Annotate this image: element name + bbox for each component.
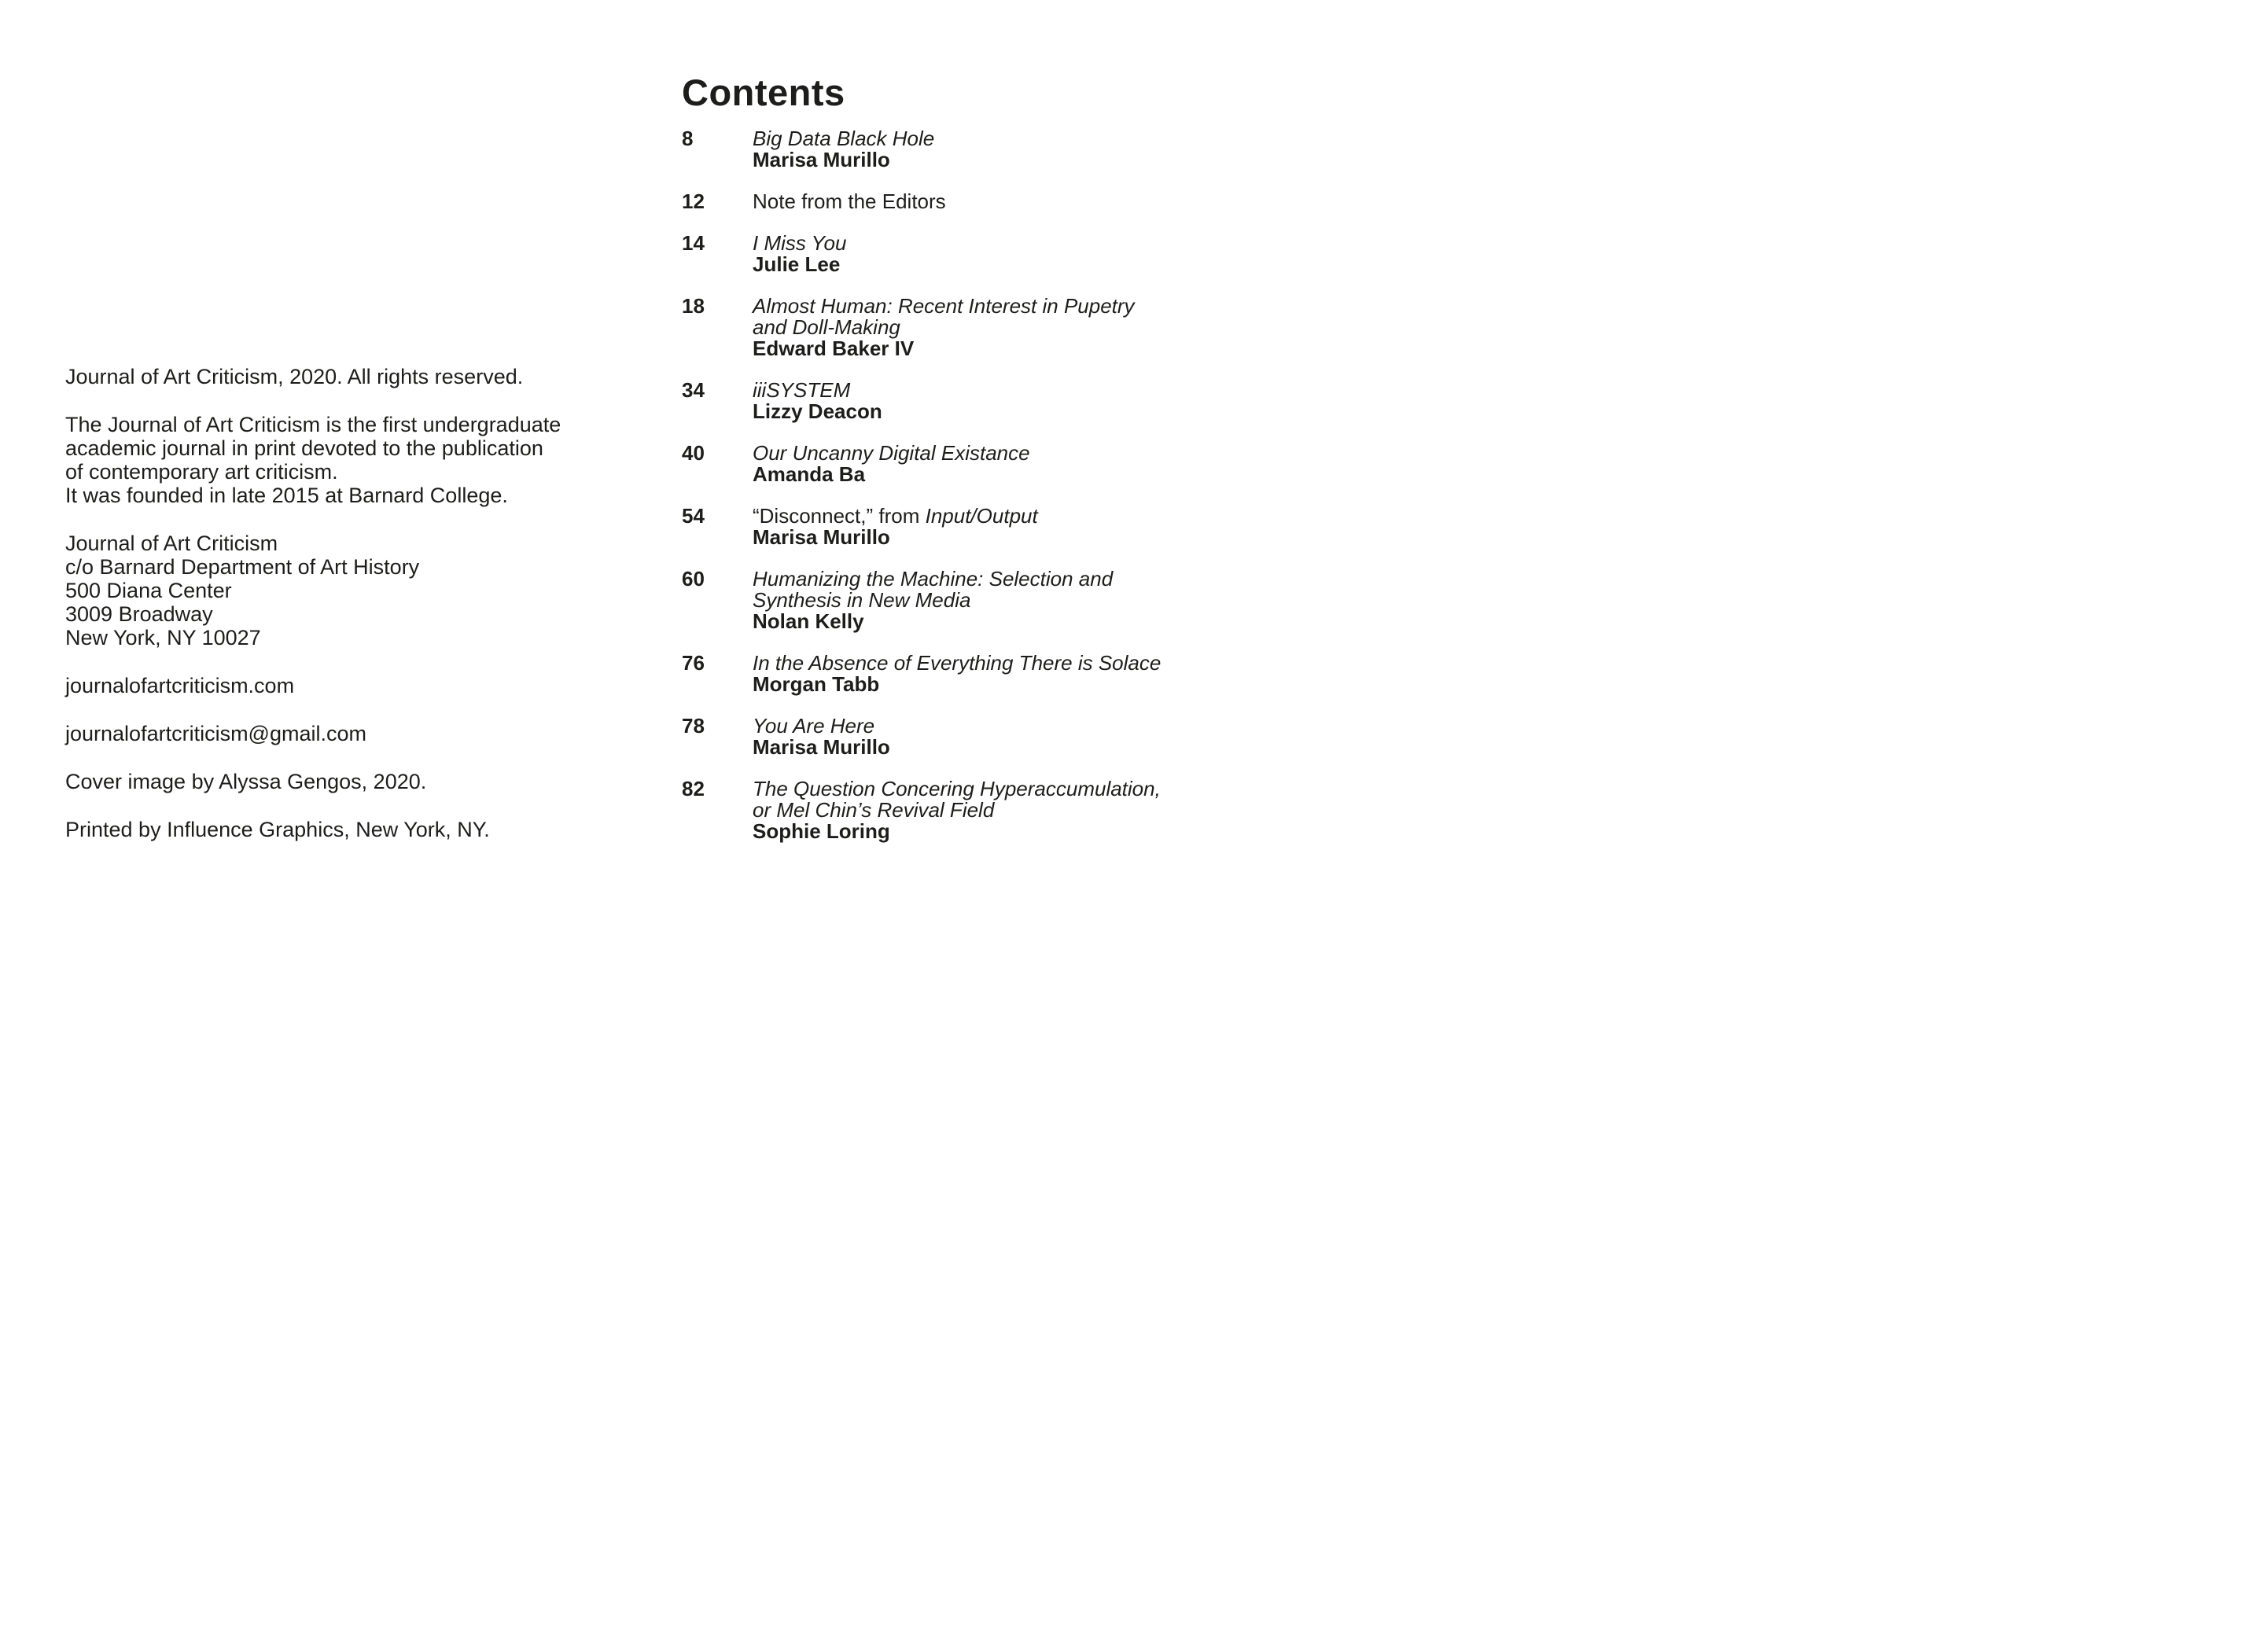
contents-entry bbox=[682, 568, 1594, 632]
colophon-paragraph bbox=[65, 674, 647, 697]
colophon-line: New York, NY 10027 bbox=[65, 626, 261, 649]
table-of-contents bbox=[682, 72, 1594, 842]
entry-page-number: 82 bbox=[682, 777, 705, 800]
entry-author: Julie Lee bbox=[753, 252, 841, 276]
entry-title-line: and Doll-Making bbox=[753, 315, 900, 339]
entry-title-line: or Mel Chin’s Revival Field bbox=[753, 798, 995, 822]
entry-text bbox=[753, 380, 1594, 422]
entry-text bbox=[753, 778, 1594, 842]
entry-title-line: Almost Human: Recent Interest in Pupetry bbox=[753, 294, 1135, 318]
entry-title-line: iiiSYSTEM bbox=[753, 378, 851, 402]
contents-entry bbox=[682, 443, 1594, 485]
colophon-line: It was founded in late 2015 at Barnard College. bbox=[65, 484, 508, 507]
colophon-paragraph bbox=[65, 722, 647, 745]
contents-title: Contents bbox=[682, 72, 845, 113]
colophon-line: academic journal in print devoted to the publication bbox=[65, 436, 543, 460]
entry-page-number: 60 bbox=[682, 567, 705, 591]
entry-page-number: 40 bbox=[682, 441, 705, 465]
colophon-line: The Journal of Art Criticism is the first undergraduate bbox=[65, 413, 561, 436]
entry-page-number: 54 bbox=[682, 504, 705, 528]
entry-title-line: “Disconnect,” from Input/Output bbox=[753, 504, 1038, 528]
colophon-line: Printed by Influence Graphics, New York, NY. bbox=[65, 818, 490, 841]
colophon-line: 500 Diana Center bbox=[65, 579, 232, 602]
entry-text bbox=[753, 128, 1594, 171]
entry-page-number: 8 bbox=[682, 127, 694, 150]
colophon-paragraph bbox=[65, 770, 647, 793]
entry-page-number: 34 bbox=[682, 378, 705, 402]
colophon-paragraph bbox=[65, 413, 647, 507]
colophon-paragraph bbox=[65, 365, 647, 388]
colophon-line: Cover image by Alyssa Gengos, 2020. bbox=[65, 770, 427, 793]
colophon-line: 3009 Broadway bbox=[65, 602, 213, 626]
entry-text bbox=[753, 716, 1594, 758]
contents-entry bbox=[682, 506, 1594, 548]
contents-entry bbox=[682, 191, 1594, 212]
entry-author: Marisa Murillo bbox=[753, 525, 890, 549]
entry-title-line: Big Data Black Hole bbox=[753, 127, 935, 150]
colophon bbox=[65, 365, 647, 841]
colophon-line: journalofartcriticism@gmail.com bbox=[65, 722, 366, 745]
entry-page-number: 18 bbox=[682, 294, 705, 318]
entry-author: Marisa Murillo bbox=[753, 735, 890, 759]
entry-page-number: 12 bbox=[682, 189, 705, 213]
colophon-line: Journal of Art Criticism bbox=[65, 532, 278, 555]
entry-text bbox=[753, 568, 1594, 632]
contents-entry bbox=[682, 296, 1594, 359]
contents-entries bbox=[682, 128, 1594, 842]
entry-text bbox=[753, 296, 1594, 359]
contents-entry bbox=[682, 653, 1594, 695]
entry-title-line: I Miss You bbox=[753, 231, 847, 255]
entry-title-line: You Are Here bbox=[753, 714, 875, 738]
contents-entry bbox=[682, 380, 1594, 422]
colophon-line: journalofartcriticism.com bbox=[65, 674, 295, 697]
colophon-paragraph bbox=[65, 818, 647, 841]
entry-author: Sophie Loring bbox=[753, 819, 890, 843]
colophon-paragraph bbox=[65, 532, 647, 649]
entry-author: Marisa Murillo bbox=[753, 148, 890, 171]
colophon-line: c/o Barnard Department of Art History bbox=[65, 555, 420, 579]
contents-entry bbox=[682, 128, 1594, 171]
entry-title-line: Note from the Editors bbox=[753, 189, 946, 213]
colophon-line: Journal of Art Criticism, 2020. All rights reserved. bbox=[65, 365, 524, 388]
entry-author: Morgan Tabb bbox=[753, 672, 880, 696]
contents-entry bbox=[682, 233, 1594, 275]
entry-title-line: In the Absence of Everything There is Solace bbox=[753, 651, 1161, 675]
entry-author: Amanda Ba bbox=[753, 462, 866, 486]
entry-title-line: Our Uncanny Digital Existance bbox=[753, 441, 1030, 465]
entry-title-line: The Question Concering Hyperaccumulation, bbox=[753, 777, 1161, 800]
entry-author: Lizzy Deacon bbox=[753, 399, 882, 423]
contents-entry bbox=[682, 716, 1594, 758]
entry-text bbox=[753, 653, 1594, 695]
entry-text bbox=[753, 443, 1594, 485]
entry-page-number: 78 bbox=[682, 714, 705, 738]
contents-entry bbox=[682, 778, 1594, 842]
colophon-line: of contemporary art criticism. bbox=[65, 460, 338, 484]
entry-page-number: 76 bbox=[682, 651, 705, 675]
entry-author: Edward Baker IV bbox=[753, 337, 915, 360]
entry-text bbox=[753, 506, 1594, 548]
entry-author: Nolan Kelly bbox=[753, 609, 864, 633]
entry-page-number: 14 bbox=[682, 231, 705, 255]
entry-text bbox=[753, 233, 1594, 275]
entry-text bbox=[753, 191, 1594, 212]
entry-title-line: Humanizing the Machine: Selection and bbox=[753, 567, 1114, 591]
entry-title-line: Synthesis in New Media bbox=[753, 588, 971, 612]
